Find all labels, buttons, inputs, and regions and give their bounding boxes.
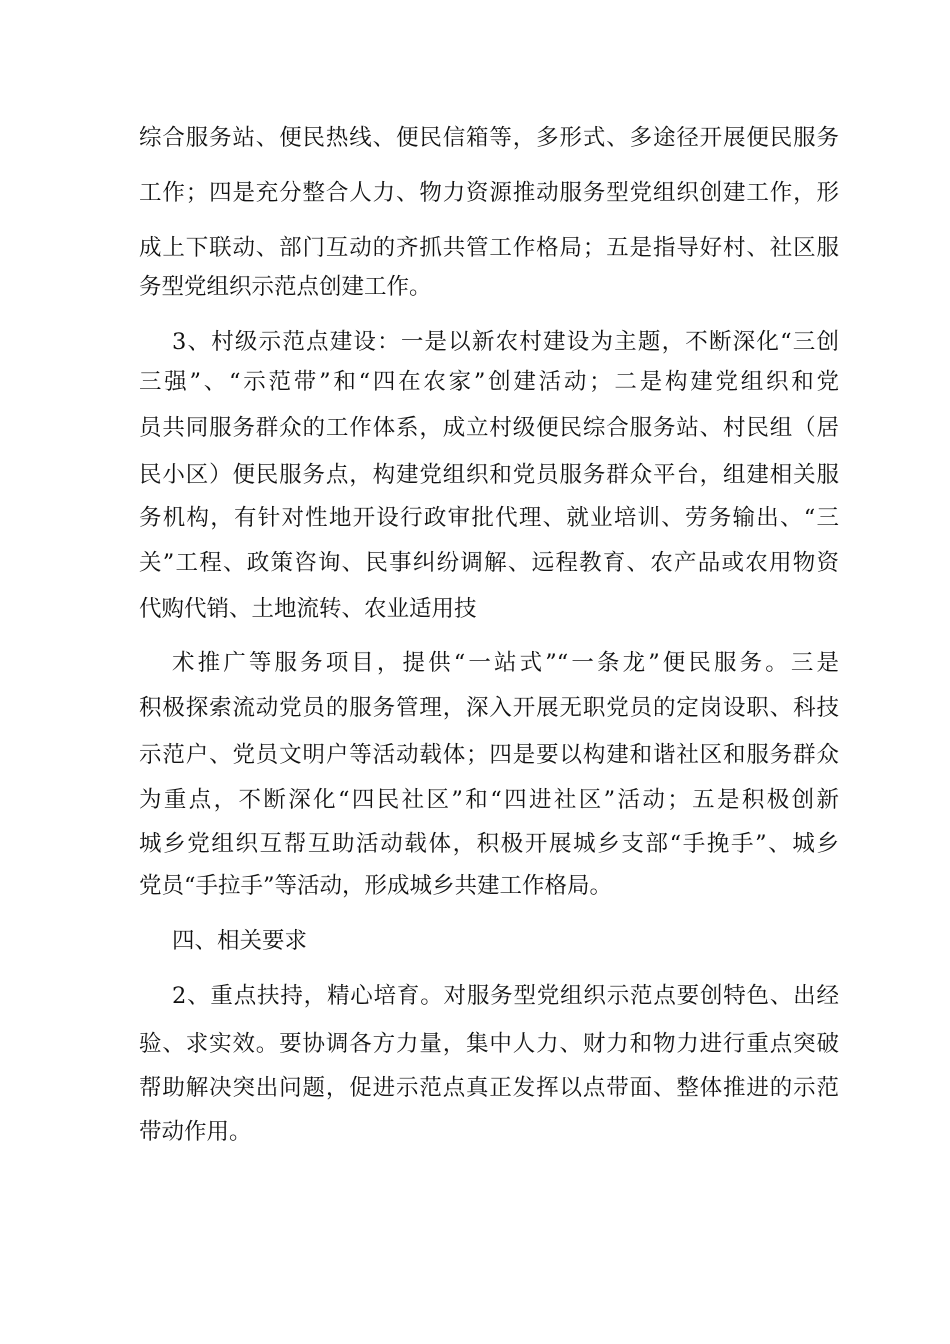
paragraph-line: 民小区）便民服务点，构建党组织和党员服务群众平台，组建相关服 — [139, 462, 839, 488]
paragraph-line: 带动作用。 — [139, 1119, 252, 1145]
paragraph-line: 三强”、“示范带”和“四在农家”创建活动；二是构建党组织和党 — [139, 369, 839, 395]
paragraph-line: 务机构，有针对性地开设行政审批代理、就业培训、劳务输出、“三 — [139, 505, 839, 531]
paragraph-line: 示范户、党员文明户等活动载体；四是要以构建和谐社区和服务群众 — [139, 742, 839, 768]
paragraph-line: 为重点，不断深化“四民社区”和“四进社区”活动；五是积极创新 — [139, 787, 839, 813]
paragraph-line: 工作；四是充分整合人力、物力资源推动服务型党组织创建工作，形 — [139, 180, 839, 206]
paragraph-line: 2、重点扶持，精心培育。对服务型党组织示范点要创特色、出经 — [172, 983, 839, 1009]
paragraph-line: 城乡党组织互帮互助活动载体，积极开展城乡支部“手挽手”、城乡 — [139, 831, 839, 857]
paragraph-line: 积极探索流动党员的服务管理，深入开展无职党员的定岗设职、科技 — [139, 695, 839, 721]
paragraph-line: 综合服务站、便民热线、便民信箱等，多形式、多途径开展便民服务 — [139, 125, 839, 151]
paragraph-line: 帮助解决突出问题，促进示范点真正发挥以点带面、整体推进的示范 — [139, 1075, 839, 1101]
section-heading: 四、相关要求 — [172, 928, 308, 954]
paragraph-line: 党员“手拉手”等活动，形成城乡共建工作格局。 — [139, 873, 613, 899]
paragraph-line: 关”工程、政策咨询、民事纠纷调解、远程教育、农产品或农用物资 — [139, 550, 839, 576]
paragraph-line: 3、村级示范点建设：一是以新农村建设为主题，不断深化“三创 — [172, 329, 839, 355]
paragraph-line: 务型党组织示范点创建工作。 — [139, 274, 432, 300]
paragraph-line: 员共同服务群众的工作体系，成立村级便民综合服务站、村民组（居 — [139, 415, 839, 441]
paragraph-line: 验、求实效。要协调各方力量，集中人力、财力和物力进行重点突破 — [139, 1031, 839, 1057]
paragraph-line: 成上下联动、部门互动的齐抓共管工作格局；五是指导好村、社区服 — [139, 235, 839, 261]
paragraph-line: 代购代销、土地流转、农业适用技 — [139, 596, 477, 622]
paragraph-line: 术推广等服务项目，提供“一站式”“一条龙”便民服务。三是 — [172, 650, 839, 676]
